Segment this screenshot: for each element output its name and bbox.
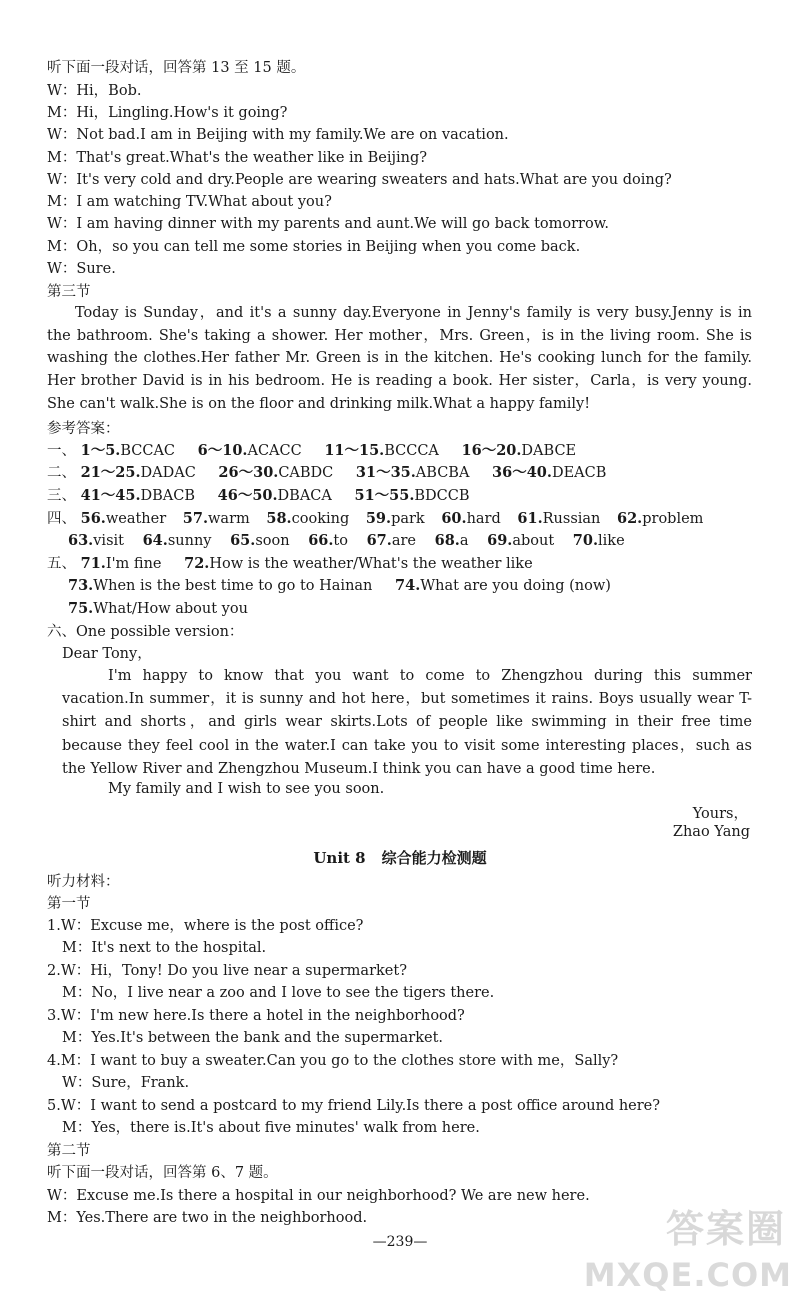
answer-row-2 [47,462,624,484]
answer-num: 62. [617,510,643,527]
answer-prefix: 三、 [47,488,76,504]
answer-row-7 [68,575,629,597]
section3-paragraph: Today is Sunday，and it's a sunny day.Everyone in Jenny's family is very busy.Jenny is in the bathroom. She's taking a shower. Her mother，Mrs. Green，is in the living room. She is washing the clothes.Her father Mr. Green is in the kitchen. He's cooking lunch for the family. Her brother David is in his bedroom. He is reading a book. Her sister，Carla，is very young. She can't walk.She is on the floor and drinking milk.What a happy family! [47,305,752,412]
answer-val: park [391,511,425,527]
letter-body: I'm happy to know that you want to come to Zhengzhou during this summer vacation.In summer，it is sunny and hot here，but sometimes it rains. Boys usually wear T-shirt and shorts，and girls wear skirts.Lots of people like swimming in their free time because they feel cool in the water.I can take you to visit some interesting places，such as the Yellow River and Zhengzhou Museum.I think you can have a good time here. [62,668,752,777]
section-title: 第三节 [47,284,91,300]
unit-number: Unit 8 [313,849,366,867]
answer-val: like [598,533,625,549]
question-line: W：Sure，Frank. [62,1075,190,1091]
answer-prefix: 一、 [47,443,76,459]
dialogue-line: W：It's very cold and dry.People are wearing sweaters and hats.What are you doing? [47,172,672,188]
dialogue-instruction: 听下面一段对话，回答第 6、7 题。 [47,1165,278,1181]
answer-prefix: 四、 [47,511,76,527]
dialogue-line: M：That's great.What's the weather like in Beijing? [47,150,428,166]
answer-val: I'm fine [105,556,162,572]
answer-num: 36～40. [492,464,552,481]
answer-val: What are you doing (now) [420,578,611,594]
answer-val: visit [93,533,124,549]
dialogue-instruction: 听下面一段对话，回答第 13 至 15 题。 [47,60,306,76]
answer-num: 1～5. [80,442,121,459]
answer-num: 56. [80,510,106,527]
answer-num: 58. [266,510,292,527]
answer-val: BCCCA [384,443,439,459]
answer-val: warm [208,511,250,527]
answer-num: 6～10. [197,442,248,459]
answer-num: 46～50. [217,487,278,504]
answer-num: 68. [434,532,460,549]
answer-num: 61. [517,510,543,527]
answer-val: hard [466,511,501,527]
answer-num: 64. [142,532,168,549]
dialogue-line: M：I am watching TV.What about you? [47,194,332,210]
answer-num: 60. [441,510,467,527]
answer-row-9: 六、One possible version： [47,624,244,640]
answer-prefix: 二、 [47,465,76,481]
answer-num: 73. [68,577,94,594]
answer-row-5 [68,530,625,552]
answer-num: 70. [572,532,599,549]
answer-val: about [512,533,555,549]
letter-body-2: My family and I wish to see you soon. [108,781,385,797]
answer-val: When is the best time to go to Hainan [93,578,373,594]
dialogue-line: M：Hi，Lingling.How's it going? [47,105,288,121]
dialogue-line: W：I am having dinner with my parents and aunt.We will go back tomorrow. [47,216,610,232]
answer-num: 72. [184,555,210,572]
answer-val: ACACC [247,443,302,459]
question-line: M：Yes，there is.It's about five minutes' walk from here. [62,1120,480,1136]
watermark-url: MXQE.COM [583,1256,792,1294]
watermark-logo [583,1198,798,1303]
answer-row-6 [47,553,551,575]
answer-val: DBACA [277,488,332,504]
answer-num: 69. [487,532,513,549]
dialogue-line: W：Sure. [47,261,116,277]
question-line: 4.M：I want to buy a sweater.Can you go to the clothes store with me，Sally? [47,1053,619,1069]
answer-num: 26～30. [218,464,279,481]
answer-num: 75. [68,600,94,617]
answer-num: 16～20. [461,442,522,459]
answer-val: What/How about you [93,601,248,617]
watermark-text: 答案圈 [665,1207,786,1251]
unit-title: 综合能力检测题 [381,849,487,867]
answer-row-3 [47,485,488,507]
answer-val: a [459,533,469,549]
answers-title: 参考答案： [47,421,120,437]
answer-val: soon [255,533,290,549]
question-line: 2.W：Hi，Tony! Do you live near a supermarket? [47,963,407,979]
question-line: M：Yes.It's between the bank and the supermarket. [62,1030,444,1046]
answer-num: 66. [308,532,334,549]
dialogue-line: W：Excuse me.Is there a hospital in our neighborhood? We are new here. [47,1188,590,1204]
letter-greeting: Dear Tony， [62,646,152,662]
dialogue-line: M：Oh，so you can tell me some stories in Beijing when you come back. [47,239,581,255]
letter-signature: Zhao Yang [672,824,750,840]
dialogue-line: W：Hi，Bob. [47,83,142,99]
answer-num: 21～25. [80,464,141,481]
question-line: 5.W：I want to send a postcard to my friend Lily.Is there a post office around here? [47,1098,661,1114]
letter-closing: Yours， [692,806,748,822]
answer-prefix: 五、 [47,556,76,572]
answer-val: weather [105,511,167,527]
answer-val: DBACB [140,488,196,504]
dialogue-line: M：Yes.There are two in the neighborhood. [47,1210,368,1226]
answer-num: 57. [182,510,209,527]
answer-row-8 [68,598,266,620]
answer-val: CABDC [278,465,334,481]
question-line: M：No，I live near a zoo and I love to see the tigers there. [62,985,495,1001]
answer-val: to [333,533,348,549]
section-title: 第二节 [47,1143,91,1159]
answer-val: sunny [167,533,212,549]
answer-val: How is the weather/What's the weather like [209,556,533,572]
question-line: M：It's next to the hospital. [62,940,267,956]
answer-row-1 [47,440,594,462]
answer-num: 67. [366,532,392,549]
question-line: 1.W：Excuse me，where is the post office? [47,918,364,934]
answer-val: BDCCB [414,488,470,504]
answer-val: Russian [542,511,601,527]
section-title: 第一节 [47,896,91,912]
answer-num: 63. [68,532,94,549]
answer-num: 65. [230,532,256,549]
answer-num: 41～45. [80,487,141,504]
answer-val: DADAC [140,465,196,481]
material-label: 听力材料： [47,874,120,890]
page-number: —239— [372,1234,428,1250]
answer-val: DEACB [551,465,607,481]
answer-val: cooking [291,511,350,527]
answer-val: problem [642,511,704,527]
answer-val: ABCBA [415,465,470,481]
answer-num: 59. [365,510,392,527]
answer-num: 74. [395,577,421,594]
unit-heading [0,847,800,868]
dialogue-line: W：Not bad.I am in Beijing with my family.We are on vacation. [47,127,509,143]
answer-val: are [391,533,416,549]
answer-val: BCCAC [120,443,176,459]
answer-num: 31～35. [355,464,416,481]
question-line: 3.W：I'm new here.Is there a hotel in the neighborhood? [47,1008,465,1024]
answer-row-4 [47,508,703,530]
answer-num: 51～55. [354,487,415,504]
answer-num: 71. [80,555,106,572]
answer-val: DABCE [521,443,577,459]
answer-num: 11～15. [324,442,385,459]
